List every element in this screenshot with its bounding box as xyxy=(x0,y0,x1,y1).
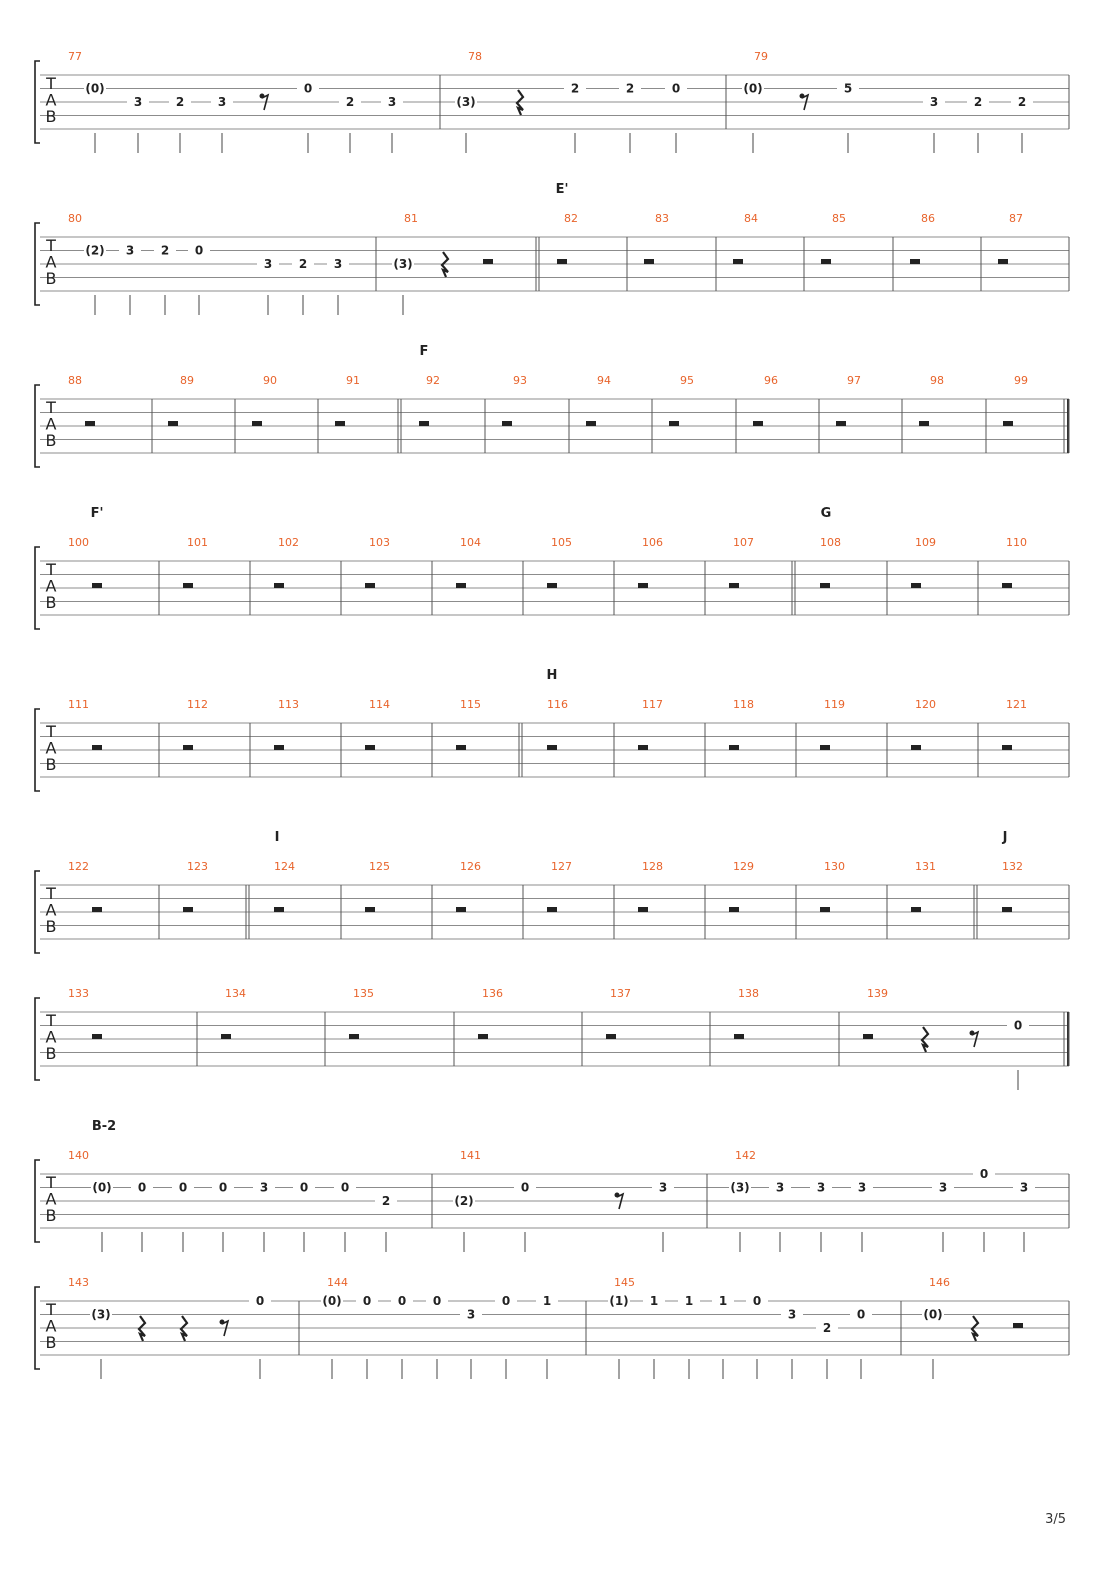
half-rest xyxy=(911,907,921,912)
tab-system xyxy=(35,987,1069,1090)
half-rest xyxy=(274,745,284,750)
fret-number: 1 xyxy=(684,1294,694,1308)
half-rest xyxy=(92,583,102,588)
bar-number: 78 xyxy=(468,50,482,63)
bar-number: 97 xyxy=(847,374,861,387)
half-rest xyxy=(733,259,743,264)
rehearsal-mark: F' xyxy=(90,506,104,521)
tab-system xyxy=(35,830,1069,953)
fret-number: (2) xyxy=(85,243,105,258)
fret-number: 0 xyxy=(218,1180,228,1195)
half-rest xyxy=(729,745,739,750)
tab-clef-letter: A xyxy=(45,576,57,596)
tab-system xyxy=(35,182,1069,315)
fret-number: 0 xyxy=(979,1167,989,1181)
bar-number: 101 xyxy=(187,536,208,549)
tab-clef-letter: T xyxy=(46,398,56,417)
rehearsal-mark: F xyxy=(419,344,429,359)
tab-clef-letter: T xyxy=(46,884,56,903)
bar-number: 140 xyxy=(68,1149,89,1162)
fret-number: (1) xyxy=(609,1294,629,1308)
fret-number: 2 xyxy=(160,243,170,258)
half-rest xyxy=(644,259,654,264)
tab-clef-letter: B xyxy=(45,269,57,288)
tab-clef-letter: T xyxy=(46,236,56,255)
rehearsal-mark: E' xyxy=(555,182,569,197)
rehearsal-mark: G xyxy=(820,506,832,521)
half-rest xyxy=(1002,583,1012,588)
fret-number: 1 xyxy=(542,1294,552,1308)
bar-number: 86 xyxy=(921,212,935,225)
bar-number: 95 xyxy=(680,374,694,387)
fret-number: 2 xyxy=(1017,95,1027,109)
half-rest xyxy=(419,421,429,426)
fret-number: (2) xyxy=(454,1194,474,1208)
bar-number: 121 xyxy=(1006,698,1027,711)
fret-number: (3) xyxy=(91,1307,111,1322)
system-bracket xyxy=(35,385,40,467)
half-rest xyxy=(478,1034,488,1039)
bar-number: 87 xyxy=(1009,212,1023,225)
bar-number: 116 xyxy=(547,698,568,711)
half-rest xyxy=(557,259,567,264)
fret-number: 3 xyxy=(259,1180,269,1195)
fret-number: 0 xyxy=(194,243,204,258)
bar-number: 144 xyxy=(327,1276,348,1289)
bar-number: 105 xyxy=(551,536,572,549)
bar-number: 91 xyxy=(346,374,360,387)
bar-number: 145 xyxy=(614,1276,635,1289)
fret-number: 0 xyxy=(362,1294,372,1308)
bar-number: 103 xyxy=(369,536,390,549)
tab-clef-letter: T xyxy=(46,1300,56,1319)
bar-number: 123 xyxy=(187,860,208,873)
bar-number: 77 xyxy=(68,50,82,63)
system-bracket xyxy=(35,998,40,1080)
tab-clef-letter: B xyxy=(45,1206,57,1225)
fret-number: 0 xyxy=(501,1294,511,1308)
fret-number: (0) xyxy=(322,1294,342,1308)
system-bracket xyxy=(35,61,40,143)
bar-number: 109 xyxy=(915,536,936,549)
fret-number: 1 xyxy=(649,1294,659,1308)
half-rest xyxy=(836,421,846,426)
fret-number: 3 xyxy=(658,1180,668,1195)
half-rest xyxy=(729,583,739,588)
bar-number: 88 xyxy=(68,374,82,387)
fret-number: 2 xyxy=(345,95,355,109)
tab-clef-letter: A xyxy=(45,414,57,434)
rehearsal-mark: I xyxy=(274,830,280,845)
half-rest xyxy=(456,583,466,588)
fret-number: (0) xyxy=(85,81,105,96)
half-rest xyxy=(753,421,763,426)
tab-clef-letter: B xyxy=(45,107,57,126)
bar-number: 85 xyxy=(832,212,846,225)
fret-number: 2 xyxy=(298,257,308,271)
fret-number: 0 xyxy=(340,1180,350,1195)
fret-number: 3 xyxy=(387,95,397,109)
fret-number: (3) xyxy=(456,95,476,109)
tab-systems xyxy=(35,50,1069,1379)
half-rest xyxy=(183,583,193,588)
tab-clef-letter: A xyxy=(45,1189,57,1209)
half-rest xyxy=(483,259,493,264)
rehearsal-mark: H xyxy=(546,668,558,683)
bar-number: 132 xyxy=(1002,860,1023,873)
bar-number: 120 xyxy=(915,698,936,711)
half-rest xyxy=(669,421,679,426)
bar-number: 133 xyxy=(68,987,89,1000)
bar-number: 113 xyxy=(278,698,299,711)
bar-number: 106 xyxy=(642,536,663,549)
tab-system xyxy=(35,1119,1069,1252)
half-rest xyxy=(502,421,512,426)
half-rest xyxy=(820,907,830,912)
fret-number: 3 xyxy=(263,257,273,271)
fret-number: 2 xyxy=(973,95,983,109)
bar-number: 84 xyxy=(744,212,758,225)
fret-number: 3 xyxy=(787,1307,797,1322)
half-rest xyxy=(638,907,648,912)
bar-number: 83 xyxy=(655,212,669,225)
tab-clef-letter: A xyxy=(45,1027,57,1047)
tab-clef-letter: A xyxy=(45,900,57,920)
fret-number: 0 xyxy=(397,1294,407,1308)
bar-number: 102 xyxy=(278,536,299,549)
fret-number: 0 xyxy=(178,1180,188,1195)
half-rest xyxy=(734,1034,744,1039)
bar-number: 111 xyxy=(68,698,89,711)
fret-number: 0 xyxy=(1013,1018,1023,1033)
system-bracket xyxy=(35,871,40,953)
bar-number: 142 xyxy=(735,1149,756,1162)
page-number: 3/5 xyxy=(1045,1512,1066,1527)
fret-number: (0) xyxy=(92,1180,112,1195)
tab-clef-letter: T xyxy=(46,1173,56,1192)
half-rest xyxy=(92,1034,102,1039)
bar-number: 122 xyxy=(68,860,89,873)
fret-number: 2 xyxy=(625,81,635,96)
system-bracket xyxy=(35,709,40,791)
bar-number: 143 xyxy=(68,1276,89,1289)
bar-number: 92 xyxy=(426,374,440,387)
half-rest xyxy=(820,745,830,750)
bar-number: 141 xyxy=(460,1149,481,1162)
half-rest xyxy=(335,421,345,426)
fret-number: 3 xyxy=(929,95,939,109)
fret-number: 1 xyxy=(718,1294,728,1308)
half-rest xyxy=(168,421,178,426)
bar-number: 146 xyxy=(929,1276,950,1289)
half-rest xyxy=(456,745,466,750)
bar-number: 115 xyxy=(460,698,481,711)
bar-number: 131 xyxy=(915,860,936,873)
half-rest xyxy=(919,421,929,426)
fret-number: 0 xyxy=(856,1307,866,1322)
bar-number: 130 xyxy=(824,860,845,873)
bar-number: 136 xyxy=(482,987,503,1000)
system-bracket xyxy=(35,1287,40,1369)
bar-number: 112 xyxy=(187,698,208,711)
tab-system xyxy=(35,1276,1069,1379)
bar-number: 139 xyxy=(867,987,888,1000)
half-rest xyxy=(92,907,102,912)
half-rest xyxy=(349,1034,359,1039)
bar-number: 96 xyxy=(764,374,778,387)
fret-number: 3 xyxy=(125,243,135,258)
half-rest xyxy=(821,259,831,264)
tab-clef-letter: A xyxy=(45,90,57,110)
bar-number: 82 xyxy=(564,212,578,225)
bar-number: 81 xyxy=(404,212,418,225)
half-rest xyxy=(863,1034,873,1039)
half-rest xyxy=(910,259,920,264)
half-rest xyxy=(729,907,739,912)
system-bracket xyxy=(35,547,40,629)
tab-clef-letter: B xyxy=(45,593,57,612)
system-bracket xyxy=(35,223,40,305)
half-rest xyxy=(547,907,557,912)
bar-number: 89 xyxy=(180,374,194,387)
fret-number: (3) xyxy=(393,257,413,271)
bar-number: 129 xyxy=(733,860,754,873)
bar-number: 100 xyxy=(68,536,89,549)
half-rest xyxy=(547,583,557,588)
rehearsal-mark: J xyxy=(1002,830,1008,845)
tab-system xyxy=(35,50,1069,153)
tab-clef-letter: A xyxy=(45,738,57,758)
fret-number: 3 xyxy=(938,1180,948,1195)
fret-number: 0 xyxy=(671,81,681,96)
fret-number: (3) xyxy=(730,1180,750,1195)
tab-clef-letter: A xyxy=(45,1316,57,1336)
bar-number: 107 xyxy=(733,536,754,549)
fret-number: 0 xyxy=(137,1180,147,1195)
fret-number: 0 xyxy=(752,1294,762,1308)
bar-number: 99 xyxy=(1014,374,1028,387)
half-rest xyxy=(183,907,193,912)
bar-number: 104 xyxy=(460,536,481,549)
bar-number: 118 xyxy=(733,698,754,711)
bar-number: 117 xyxy=(642,698,663,711)
bar-number: 128 xyxy=(642,860,663,873)
bar-number: 79 xyxy=(754,50,768,63)
half-rest xyxy=(252,421,262,426)
bar-number: 80 xyxy=(68,212,82,225)
tab-clef-letter: T xyxy=(46,74,56,93)
bar-number: 134 xyxy=(225,987,246,1000)
half-rest xyxy=(274,907,284,912)
half-rest xyxy=(85,421,95,426)
fret-number: 0 xyxy=(303,81,313,96)
tab-system xyxy=(35,344,1069,467)
bar-number: 110 xyxy=(1006,536,1027,549)
tab-clef-letter: T xyxy=(46,722,56,741)
bar-number: 137 xyxy=(610,987,631,1000)
half-rest xyxy=(820,583,830,588)
fret-number: 2 xyxy=(381,1194,391,1208)
tab-clef-letter: B xyxy=(45,1044,57,1063)
bar-number: 108 xyxy=(820,536,841,549)
half-rest xyxy=(606,1034,616,1039)
fret-number: 2 xyxy=(175,95,185,109)
half-rest xyxy=(586,421,596,426)
tab-clef-letter: B xyxy=(45,755,57,774)
fret-number: 0 xyxy=(520,1180,530,1195)
half-rest xyxy=(911,745,921,750)
fret-number: 5 xyxy=(843,81,853,96)
half-rest xyxy=(547,745,557,750)
tab-clef-letter: A xyxy=(45,252,57,272)
bar-number: 94 xyxy=(597,374,611,387)
bar-number: 127 xyxy=(551,860,572,873)
fret-number: 3 xyxy=(775,1180,785,1195)
tab-system xyxy=(35,506,1069,629)
bar-number: 135 xyxy=(353,987,374,1000)
bar-number: 119 xyxy=(824,698,845,711)
system-bracket xyxy=(35,1160,40,1242)
bar-number: 114 xyxy=(369,698,390,711)
tab-clef-letter: B xyxy=(45,917,57,936)
half-rest xyxy=(1002,907,1012,912)
half-rest xyxy=(365,745,375,750)
bar-number: 126 xyxy=(460,860,481,873)
half-rest xyxy=(92,745,102,750)
bar-number: 93 xyxy=(513,374,527,387)
tab-system xyxy=(35,668,1069,791)
fret-number: 2 xyxy=(822,1321,832,1335)
bar-number: 98 xyxy=(930,374,944,387)
fret-number: 3 xyxy=(133,95,143,109)
bar-number: 138 xyxy=(738,987,759,1000)
tab-clef-letter: B xyxy=(45,1333,57,1352)
half-rest xyxy=(274,583,284,588)
fret-number: (0) xyxy=(743,81,763,96)
half-rest xyxy=(183,745,193,750)
fret-number: (0) xyxy=(923,1307,943,1322)
fret-number: 3 xyxy=(217,95,227,109)
tab-clef-letter: T xyxy=(46,560,56,579)
half-rest xyxy=(365,907,375,912)
fret-number: 3 xyxy=(466,1307,476,1322)
bar-number: 90 xyxy=(263,374,277,387)
fret-number: 0 xyxy=(432,1294,442,1308)
half-rest xyxy=(998,259,1008,264)
bar-number: 124 xyxy=(274,860,295,873)
tab-clef-letter: B xyxy=(45,431,57,450)
half-rest xyxy=(638,583,648,588)
half-rest xyxy=(365,583,375,588)
fret-number: 3 xyxy=(333,257,343,271)
fret-number: 0 xyxy=(255,1294,265,1308)
half-rest xyxy=(456,907,466,912)
fret-number: 3 xyxy=(857,1180,867,1195)
rehearsal-mark: B-2 xyxy=(91,1119,117,1134)
tab-clef-letter: T xyxy=(46,1011,56,1030)
fret-number: 2 xyxy=(570,81,580,96)
fret-number: 0 xyxy=(299,1180,309,1195)
half-rest xyxy=(911,583,921,588)
half-rest xyxy=(638,745,648,750)
bar-number: 125 xyxy=(369,860,390,873)
half-rest xyxy=(1003,421,1013,426)
half-rest xyxy=(1013,1323,1023,1328)
fret-number: 3 xyxy=(816,1180,826,1195)
fret-number: 3 xyxy=(1019,1180,1029,1195)
half-rest xyxy=(221,1034,231,1039)
half-rest xyxy=(1002,745,1012,750)
